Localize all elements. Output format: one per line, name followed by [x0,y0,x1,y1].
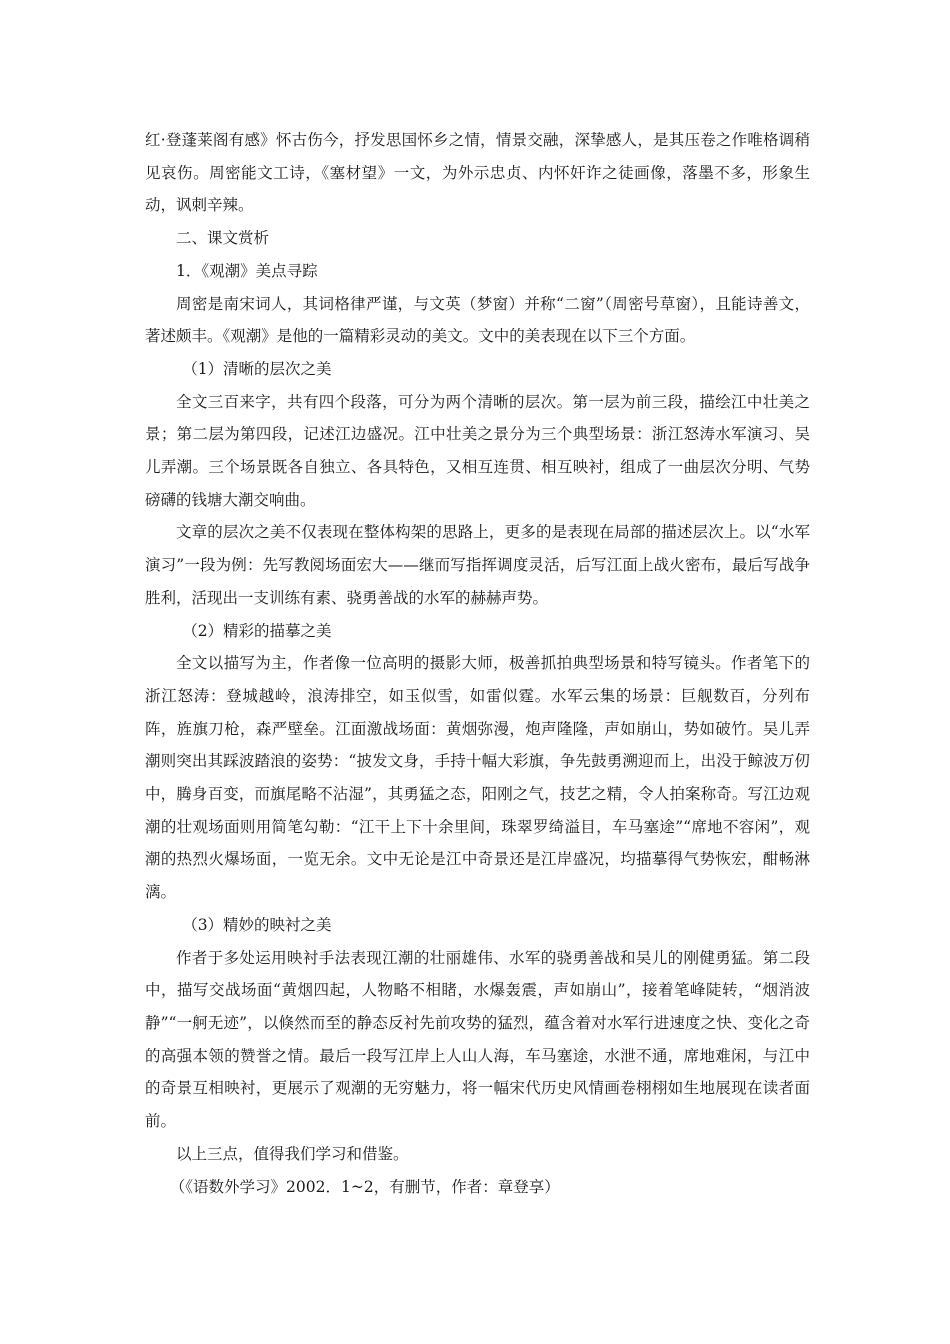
paragraph-conclusion: 以上三点，值得我们学习和借鉴。 [176,1144,409,1163]
paragraph: 作者于多处运用映衬手法表现江潮的壮丽雄伟、水军的骁勇善战和吴儿的刚健勇猛。第二段中，描写交战场面“黄烟四起，人物略不相睹，水爆轰震，声如崩山”，接着笔峰陡转，“烟消波静”“一舸无迹”，以倏然而至的静态反衬先前攻势的猛烈，蕴含着对水军行进速度之快、变化之奇的高强本领的赞誉之情。最后一段写江岸上人山人海，车马塞途，水泄不通，席地难闲，与江中的奇景互相映衬，更展示了观潮的无穷魅力，将一幅宋代历史风情画卷栩栩如生地展现在读者面前。 [145,948,810,1131]
paragraph-intro: 红·登蓬莱阁有感》怀古伤今，抒发思国怀乡之情，情景交融，深挚感人，是其压卷之作唯格调稍见哀伤。周密能文工诗，《塞材望》一文，为外示忠贞、内怀奸诈之徒画像，落墨不多，形象生动，讽刺辛辣。 [145,131,810,215]
point-heading: （2）精彩的描摹之美 [182,621,332,640]
document-page [145,124,810,1203]
section-heading: 二、课文赏析 [176,229,270,248]
point-heading: （1）清晰的层次之美 [182,359,332,378]
paragraph: 文章的层次之美不仅表现在整体构架的思路上，更多的是表现在局部的描述层次上。以“水军演习”一段为例：先写教阅场面宏大——继而写指挥调度灵活，后写江面上战火密布，最后写战争胜利，活现出一支训练有素、骁勇善战的水军的赫赫声势。 [145,523,810,607]
paragraph: 全文以描写为主，作者像一位高明的摄影大师，极善抓拍典型场景和特写镜头。作者笔下的浙江怒涛：登城越岭，浪涛排空，如玉似雪，如雷似霆。水军云集的场景：巨舰数百，分列布阵，旌旗刀枪，森严壁垒。江面激战场面：黄烟弥漫，炮声隆隆，声如崩山，势如破竹。吴儿弄潮则突出其踩波踏浪的姿势：“披发文身，手持十幅大彩旗，争先鼓勇溯迎而上，出没于鲸波万仞中，腾身百变，而旗尾略不沾湿”，其勇猛之态，阳刚之气，技艺之精，令人拍案称奇。写江边观潮的壮观场面则用简笔勾勒：“江干上下十余里间，珠翠罗绮溢目，车马塞途”“席地不容闲”，观潮的热烈火爆场面，一览无余。文中无论是江中奇景还是江岸盛况，均描摹得气势恢宏，酣畅淋漓。 [145,654,810,902]
source-citation: （《语数外学习》2002．1~2，有删节，作者：章登享） [169,1177,560,1196]
paragraph: 全文三百来字，共有四个段落，可分为两个清晰的层次。第一层为前三段，描绘江中壮美之景；第二层为第四段，记述江边盛况。江中壮美之景分为三个典型场景：浙江怒涛水军演习、吴儿弄潮。三个场景既各自独立、各具特色，又相互连贯、相互映衬，组成了一曲层次分明、气势磅礴的钱塘大潮交响曲。 [145,392,810,509]
subsection-heading: 1．《观潮》美点寻踪 [176,261,318,280]
paragraph: 周密是南宋词人，其词格律严谨，与文英（梦窗）并称“二窗”（周密号草窗），且能诗善文，著述颇丰。《观潮》是他的一篇精彩灵动的美文。文中的美表现在以下三个方面。 [145,294,810,346]
point-heading: （3）精妙的映衬之美 [182,915,332,934]
